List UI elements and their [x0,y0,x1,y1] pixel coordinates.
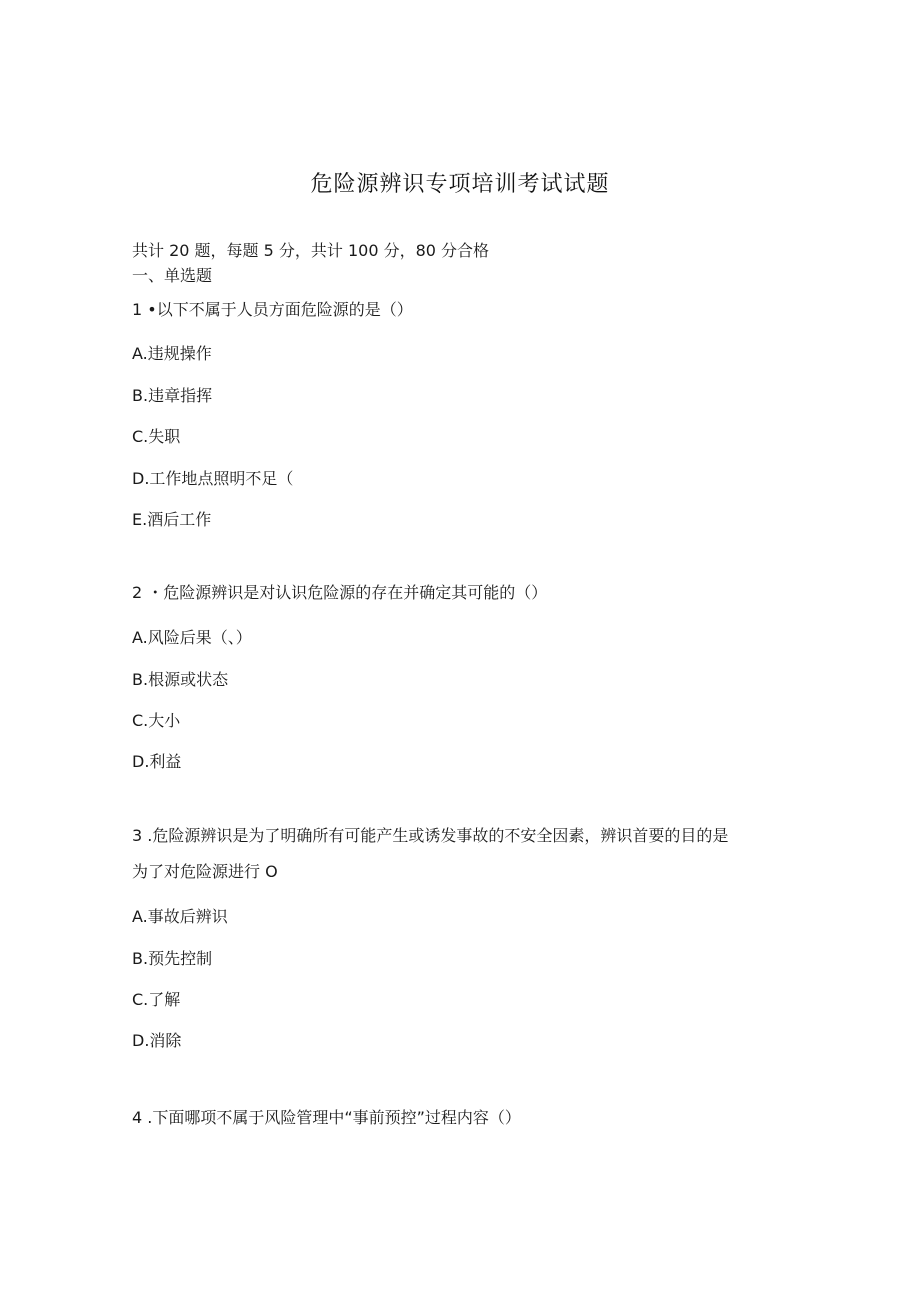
question-2-option-a: A.风险后果（、） [132,628,252,647]
question-1-option-e: E.酒后工作 [132,510,212,529]
question-3-option-a: A.事故后辨识 [132,907,228,926]
question-2-option-b: B.根源或状态 [132,670,229,689]
question-3-stem-continued: 为了对危险源进行 O [132,862,278,881]
question-1-stem: 1 •以下不属于人员方面危险源的是（） [132,300,413,319]
question-2-option-c: C.大小 [132,711,181,730]
question-3-option-c: C.了解 [132,990,181,1009]
question-4-stem: 4 .下面哪项不属于风险管理中“事前预控”过程内容（） [132,1108,521,1127]
question-1-option-d: D.工作地点照明不足（ [132,469,294,488]
section-heading: 一、单选题 [132,266,213,285]
question-2-option-d: D.利益 [132,752,182,771]
exam-summary: 共计 20 题，每题 5 分，共计 100 分，80 分合格 [132,241,490,260]
question-1-option-c: C.失职 [132,427,181,446]
question-2-stem: 2 ・危险源辨识是对认识危险源的存在并确定其可能的（） [132,583,548,602]
question-3-option-d: D.消除 [132,1031,182,1050]
question-3-option-b: B.预先控制 [132,949,213,968]
question-1-option-a: A.违规操作 [132,344,212,363]
question-1-option-b: B.违章指挥 [132,386,213,405]
document-title: 危险源辨识专项培训考试试题 [310,172,610,197]
question-3-stem: 3 .危险源辨识是为了明确所有可能产生或诱发事故的不安全因素，辨识首要的目的是 [132,826,729,845]
